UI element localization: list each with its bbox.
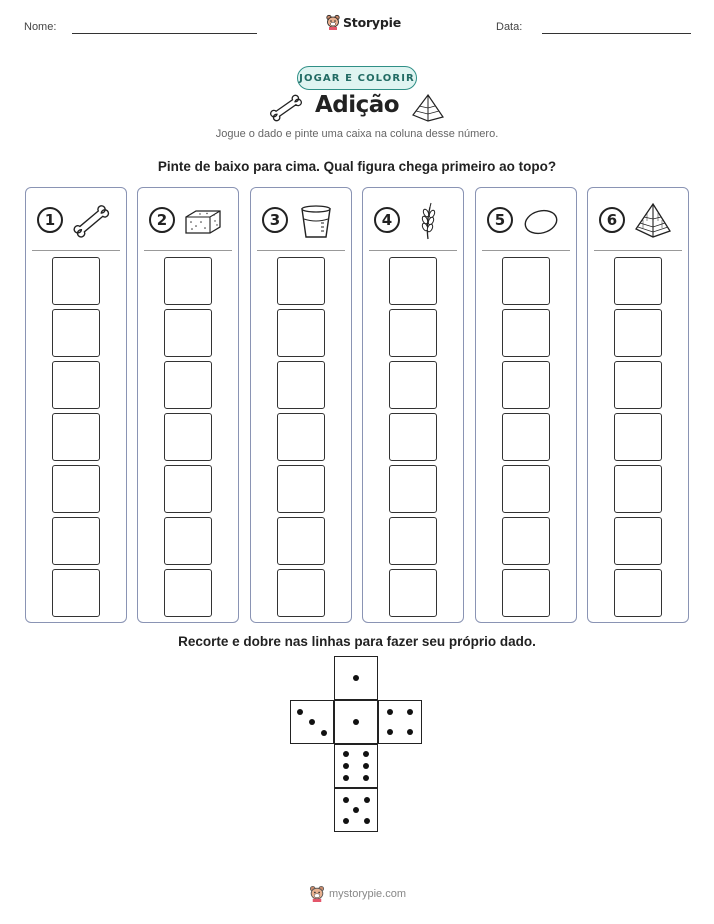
dice-pip xyxy=(407,709,413,715)
column-divider xyxy=(594,250,682,251)
dice-pip xyxy=(297,709,303,715)
dice-pip xyxy=(407,729,413,735)
date-label: Data: xyxy=(496,21,523,33)
name-label: Nome: xyxy=(24,21,57,33)
color-box[interactable] xyxy=(277,465,325,513)
color-box[interactable] xyxy=(614,413,662,461)
color-box[interactable] xyxy=(52,413,100,461)
column-5 xyxy=(475,187,577,623)
column-number: 6 xyxy=(599,207,625,233)
color-box[interactable] xyxy=(277,257,325,305)
column-header xyxy=(588,188,688,250)
dice-pip xyxy=(309,719,315,725)
dice-face-5 xyxy=(334,788,378,832)
column-header xyxy=(251,188,351,250)
color-box[interactable] xyxy=(614,309,662,357)
color-box[interactable] xyxy=(389,361,437,409)
dice-pip xyxy=(364,818,370,824)
column-number: 2 xyxy=(149,207,175,233)
color-box[interactable] xyxy=(389,309,437,357)
color-box[interactable] xyxy=(389,257,437,305)
column-header xyxy=(26,188,126,250)
activity-badge: JOGAR E COLORIR xyxy=(297,66,417,90)
instruction-bottom: Recorte e dobre nas linhas para fazer seu próprio dado. xyxy=(178,634,536,649)
color-box[interactable] xyxy=(164,413,212,461)
dice-pip xyxy=(363,751,369,757)
color-box[interactable] xyxy=(277,517,325,565)
color-box[interactable] xyxy=(614,569,662,617)
color-box[interactable] xyxy=(164,309,212,357)
pyramid-icon xyxy=(632,201,674,241)
bone-icon xyxy=(70,201,112,241)
brand-logo xyxy=(326,14,401,30)
color-box[interactable] xyxy=(52,517,100,565)
brand-name: Storypie xyxy=(343,14,401,30)
dice-face-1 xyxy=(334,656,378,700)
color-box[interactable] xyxy=(277,413,325,461)
mascot-icon xyxy=(326,14,340,30)
color-box[interactable] xyxy=(614,361,662,409)
column-number: 3 xyxy=(262,207,288,233)
date-line[interactable] xyxy=(542,33,691,34)
column-divider xyxy=(369,250,457,251)
column-4 xyxy=(362,187,464,623)
column-6 xyxy=(587,187,689,623)
dice-pip xyxy=(353,807,359,813)
color-box[interactable] xyxy=(52,465,100,513)
dice-face-1 xyxy=(334,700,378,744)
column-number: 4 xyxy=(374,207,400,233)
column-header xyxy=(138,188,238,250)
mascot-icon xyxy=(309,885,325,902)
column-divider xyxy=(144,250,232,251)
color-box[interactable] xyxy=(614,517,662,565)
dice-net xyxy=(290,656,424,834)
instruction-top: Pinte de baixo para cima. Qual figura chega primeiro ao topo? xyxy=(157,159,557,174)
dice-face-4 xyxy=(378,700,422,744)
color-box[interactable] xyxy=(389,517,437,565)
color-box[interactable] xyxy=(502,257,550,305)
color-box[interactable] xyxy=(277,361,325,409)
color-box[interactable] xyxy=(502,309,550,357)
column-3 xyxy=(250,187,352,623)
footer-url: mystorypie.com xyxy=(329,887,407,900)
dice-pip xyxy=(343,763,349,769)
color-box[interactable] xyxy=(277,569,325,617)
dice-pip xyxy=(321,730,327,736)
color-box[interactable] xyxy=(502,465,550,513)
column-1 xyxy=(25,187,127,623)
column-number: 1 xyxy=(37,207,63,233)
color-box[interactable] xyxy=(502,517,550,565)
column-divider xyxy=(257,250,345,251)
color-box[interactable] xyxy=(614,257,662,305)
dice-face-3 xyxy=(290,700,334,744)
dice-pip xyxy=(387,709,393,715)
page-title: Adição xyxy=(314,92,400,118)
color-box[interactable] xyxy=(614,465,662,513)
color-box[interactable] xyxy=(389,569,437,617)
cup-icon xyxy=(295,201,337,241)
dice-pip xyxy=(343,775,349,781)
color-box[interactable] xyxy=(164,465,212,513)
color-box[interactable] xyxy=(502,569,550,617)
color-box[interactable] xyxy=(52,569,100,617)
column-divider xyxy=(32,250,120,251)
color-box[interactable] xyxy=(502,413,550,461)
color-box[interactable] xyxy=(277,309,325,357)
dice-pip xyxy=(364,797,370,803)
column-divider xyxy=(482,250,570,251)
color-box[interactable] xyxy=(389,413,437,461)
dice-pip xyxy=(343,797,349,803)
color-box[interactable] xyxy=(502,361,550,409)
dice-pip xyxy=(363,763,369,769)
color-box[interactable] xyxy=(52,257,100,305)
sponge-icon xyxy=(182,201,224,241)
dice-face-6 xyxy=(334,744,378,788)
pyramid-icon xyxy=(411,93,445,123)
name-line[interactable] xyxy=(72,33,257,34)
column-number: 5 xyxy=(487,207,513,233)
color-box[interactable] xyxy=(389,465,437,513)
color-box[interactable] xyxy=(164,517,212,565)
dice-pip xyxy=(343,751,349,757)
title-row xyxy=(0,92,714,124)
subtitle: Jogue o dado e pinte uma caixa na coluna desse número. xyxy=(215,128,499,140)
dice-pip xyxy=(387,729,393,735)
dice-pip xyxy=(353,675,359,681)
wheat-icon xyxy=(407,201,449,241)
egg-icon xyxy=(520,201,562,241)
color-box[interactable] xyxy=(164,257,212,305)
dice-pip xyxy=(353,719,359,725)
color-box[interactable] xyxy=(52,309,100,357)
column-header xyxy=(363,188,463,250)
color-box[interactable] xyxy=(52,361,100,409)
dice-pip xyxy=(343,818,349,824)
color-box[interactable] xyxy=(164,569,212,617)
footer xyxy=(309,885,406,902)
dice-pip xyxy=(363,775,369,781)
column-header xyxy=(476,188,576,250)
color-box[interactable] xyxy=(164,361,212,409)
column-2 xyxy=(137,187,239,623)
